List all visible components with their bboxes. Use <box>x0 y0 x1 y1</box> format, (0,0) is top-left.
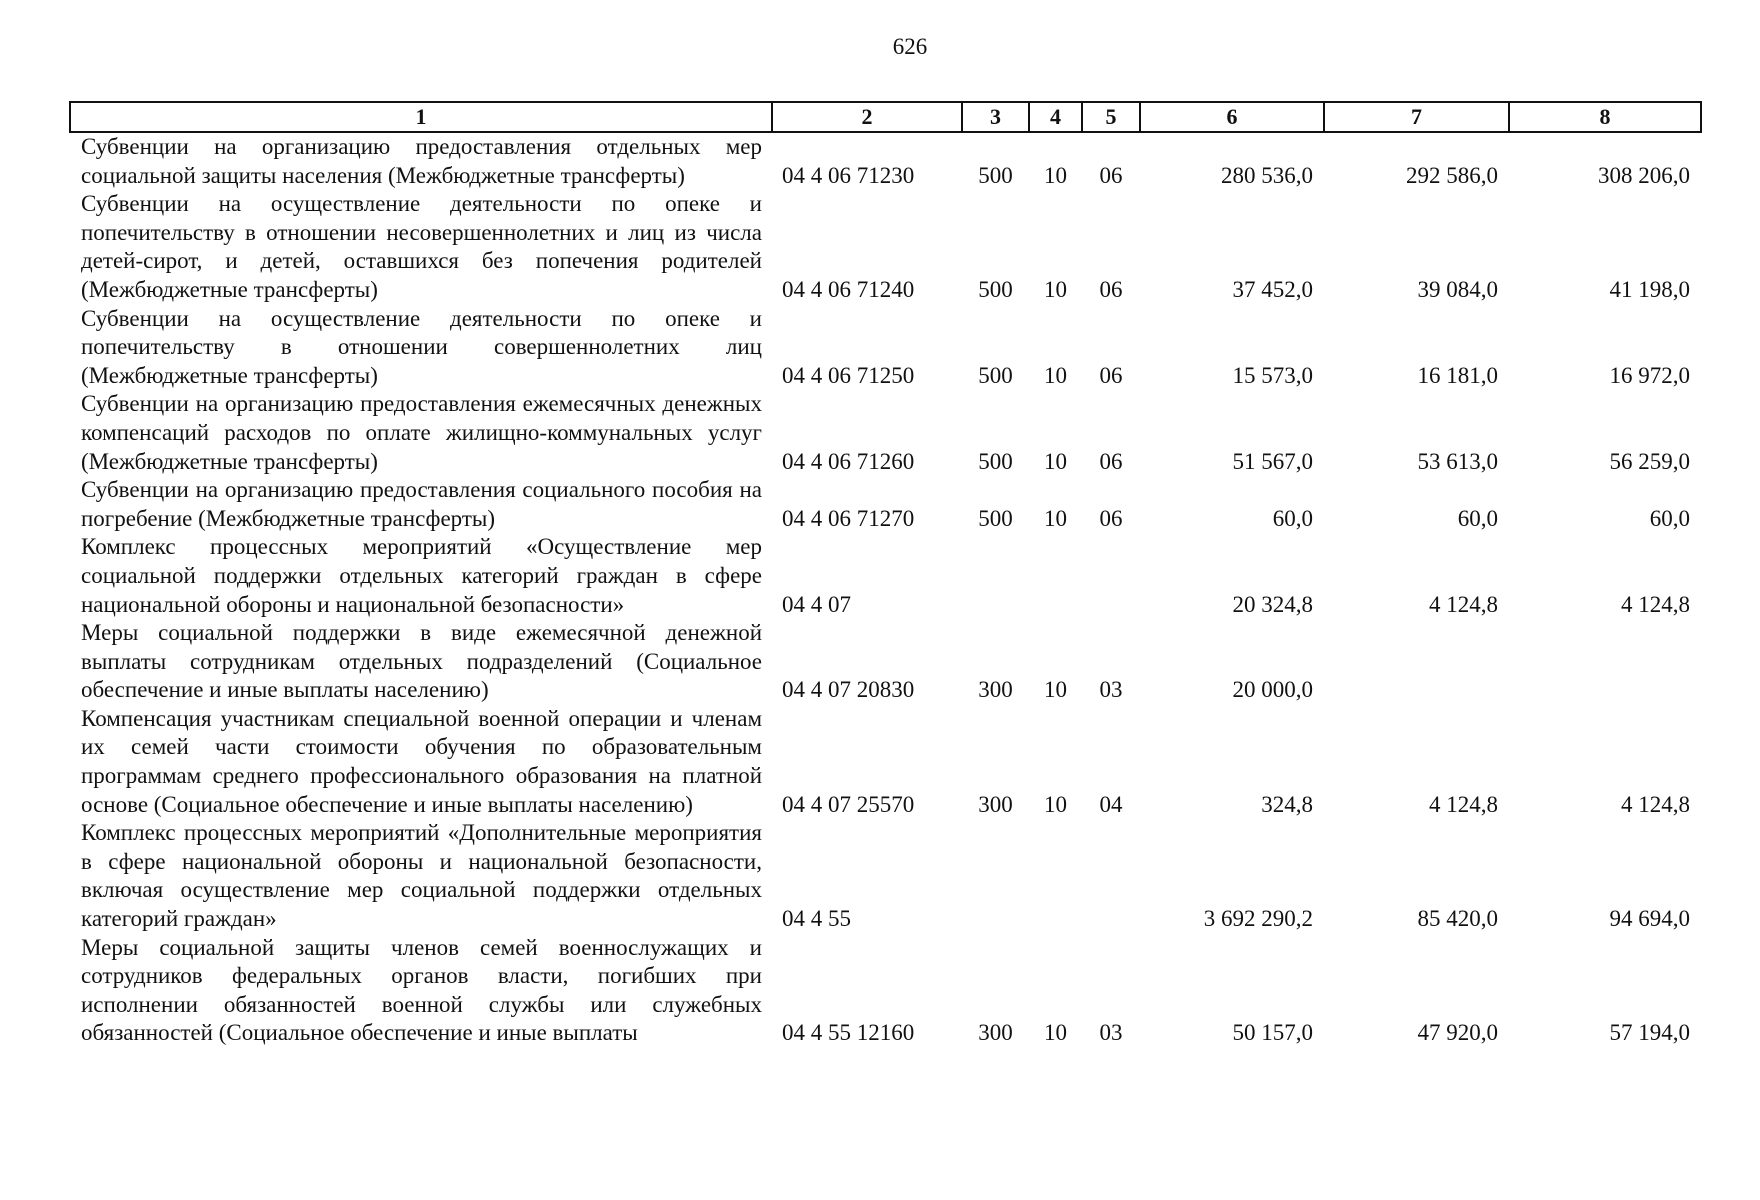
row-expense-type: 300 <box>978 677 1013 703</box>
row-section: 10 <box>1044 276 1067 302</box>
row-amount-col8: 4 124,8 <box>1621 791 1690 817</box>
row-section: 10 <box>1044 1020 1067 1046</box>
row-target-code: 04 4 06 71270 <box>782 505 915 531</box>
column-header-5: 5 <box>1082 102 1140 132</box>
row-amount-col6: 51 567,0 <box>1232 448 1313 474</box>
row-target-code: 04 4 07 25570 <box>782 791 915 817</box>
row-expense-type <box>962 819 1029 933</box>
row-expense-type: 500 <box>978 362 1013 388</box>
row-target-code: 04 4 06 71240 <box>782 276 915 302</box>
row-section: 10 <box>1044 791 1067 817</box>
row-amount-col8: 56 259,0 <box>1609 448 1690 474</box>
row-target-code: 04 4 06 71260 <box>782 448 915 474</box>
table-row <box>70 819 1701 933</box>
row-amount-col8: 41 198,0 <box>1609 276 1690 302</box>
row-target-code: 04 4 07 <box>782 591 851 617</box>
row-amount-col8: 94 694,0 <box>1609 906 1690 932</box>
column-header-2: 2 <box>772 102 962 132</box>
row-subsection: 03 <box>1099 1020 1123 1046</box>
row-expense-type: 500 <box>978 505 1013 531</box>
row-amount-col8 <box>1509 619 1701 705</box>
row-subsection: 04 <box>1099 791 1123 817</box>
row-description: Меры социальной поддержки в виде ежемесячной денежной выплаты сотрудникам отдельных подразделений (Социальное обеспечение и иные выплаты населению) <box>81 620 762 703</box>
table-row <box>70 132 1701 190</box>
column-header-4: 4 <box>1029 102 1082 132</box>
table-row <box>70 305 1701 391</box>
row-amount-col7: 39 084,0 <box>1417 276 1498 302</box>
row-amount-col8: 60,0 <box>1649 505 1690 531</box>
row-amount-col8: 308 206,0 <box>1598 162 1690 188</box>
row-target-code: 04 4 06 71250 <box>782 362 915 388</box>
row-description: Субвенции на организацию предоставления отдельных мер социальной защиты населения (Межбюджетные трансферты) <box>81 134 762 188</box>
row-expense-type <box>962 533 1029 619</box>
row-amount-col6: 37 452,0 <box>1232 276 1313 302</box>
row-expense-type: 500 <box>978 448 1013 474</box>
row-amount-col6: 20 000,0 <box>1232 677 1313 703</box>
row-expense-type: 500 <box>978 276 1013 302</box>
row-target-code: 04 4 55 <box>782 906 851 932</box>
page-number: 626 <box>892 34 928 59</box>
row-section: 10 <box>1044 448 1067 474</box>
row-subsection: 06 <box>1099 362 1123 388</box>
row-description: Комплекс процессных мероприятий «Дополнительные мероприятия в сфере национальной обороны и национальной безопасности, включая осуществление мер социальной поддержки отдельных категорий граждан» <box>81 820 762 932</box>
column-header-1: 1 <box>70 102 772 132</box>
column-header-3: 3 <box>962 102 1029 132</box>
table-row <box>70 390 1701 476</box>
row-amount-col7: 60,0 <box>1457 505 1498 531</box>
row-subsection: 06 <box>1099 276 1123 302</box>
row-amount-col6: 15 573,0 <box>1232 362 1313 388</box>
row-amount-col6: 20 324,8 <box>1232 591 1313 617</box>
row-amount-col7: 16 181,0 <box>1417 362 1498 388</box>
row-description: Субвенции на осуществление деятельности по опеке и попечительству в отношении несовершеннолетних и лиц из числа детей-сирот, и детей, оставшихся без попечения родителей (Межбюджетные трансферты) <box>81 191 762 302</box>
row-section <box>1029 819 1082 933</box>
row-section <box>1029 533 1082 619</box>
row-expense-type: 500 <box>978 162 1013 188</box>
row-description: Субвенции на организацию предоставления социального пособия на погребение (Межбюджетные трансферты) <box>81 477 762 531</box>
row-section: 10 <box>1044 362 1067 388</box>
table-row <box>70 476 1701 533</box>
row-amount-col7: 4 124,8 <box>1429 791 1498 817</box>
row-amount-col6: 3 692 290,2 <box>1203 906 1313 932</box>
row-subsection: 06 <box>1099 505 1123 531</box>
row-subsection: 06 <box>1099 448 1123 474</box>
column-header-7: 7 <box>1324 102 1509 132</box>
row-subsection <box>1082 819 1140 933</box>
row-subsection <box>1082 533 1140 619</box>
row-target-code: 04 4 55 12160 <box>782 1020 915 1046</box>
row-amount-col6: 324,8 <box>1261 791 1313 817</box>
table-row <box>70 705 1701 819</box>
row-amount-col8: 16 972,0 <box>1609 362 1690 388</box>
row-amount-col7: 4 124,8 <box>1429 591 1498 617</box>
row-amount-col7: 47 920,0 <box>1417 1020 1498 1046</box>
row-amount-col6: 50 157,0 <box>1232 1020 1313 1046</box>
row-expense-type: 300 <box>978 791 1013 817</box>
row-description: Меры социальной защиты членов семей военнослужащих и сотрудников федеральных органов власти, погибших при исполнении обязанностей военной службы или служебных обязанностей (Социальное обеспечение и иные выплаты <box>81 934 762 1046</box>
table-row <box>70 934 1701 1048</box>
row-amount-col7: 85 420,0 <box>1417 906 1498 932</box>
row-target-code: 04 4 07 20830 <box>782 677 915 703</box>
table-header-row <box>70 102 1701 132</box>
column-header-8: 8 <box>1509 102 1701 132</box>
budget-table <box>69 101 1702 1048</box>
column-header-6: 6 <box>1140 102 1324 132</box>
row-description: Субвенции на организацию предоставления ежемесячных денежных компенсаций расходов по оплате жилищно-коммунальных услуг (Межбюджетные трансферты) <box>81 391 762 474</box>
table-row <box>70 533 1701 619</box>
row-amount-col8: 4 124,8 <box>1621 591 1690 617</box>
row-target-code: 04 4 06 71230 <box>782 162 915 188</box>
row-description: Субвенции на осуществление деятельности по опеке и попечительству в отношении совершеннолетних лиц (Межбюджетные трансферты) <box>81 305 762 388</box>
row-amount-col8: 57 194,0 <box>1609 1020 1690 1046</box>
table-row <box>70 619 1701 705</box>
row-amount-col6: 60,0 <box>1272 505 1313 531</box>
row-expense-type: 300 <box>978 1020 1013 1046</box>
row-amount-col6: 280 536,0 <box>1221 162 1313 188</box>
row-section: 10 <box>1044 162 1067 188</box>
row-subsection: 06 <box>1099 162 1123 188</box>
row-description: Комплекс процессных мероприятий «Осуществление мер социальной поддержки отдельных категорий граждан в сфере национальной обороны и национальной безопасности» <box>81 534 762 617</box>
row-section: 10 <box>1044 677 1067 703</box>
row-description: Компенсация участникам специальной военной операции и членам их семей части стоимости обучения по образовательным программам среднего профессионального образования на платной основе (Социальное обеспечение и иные выплаты населению) <box>81 705 762 817</box>
table-row <box>70 190 1701 304</box>
row-section: 10 <box>1044 505 1067 531</box>
row-amount-col7: 292 586,0 <box>1406 162 1498 188</box>
row-amount-col7: 53 613,0 <box>1417 448 1498 474</box>
row-amount-col7 <box>1324 619 1509 705</box>
row-subsection: 03 <box>1099 677 1123 703</box>
